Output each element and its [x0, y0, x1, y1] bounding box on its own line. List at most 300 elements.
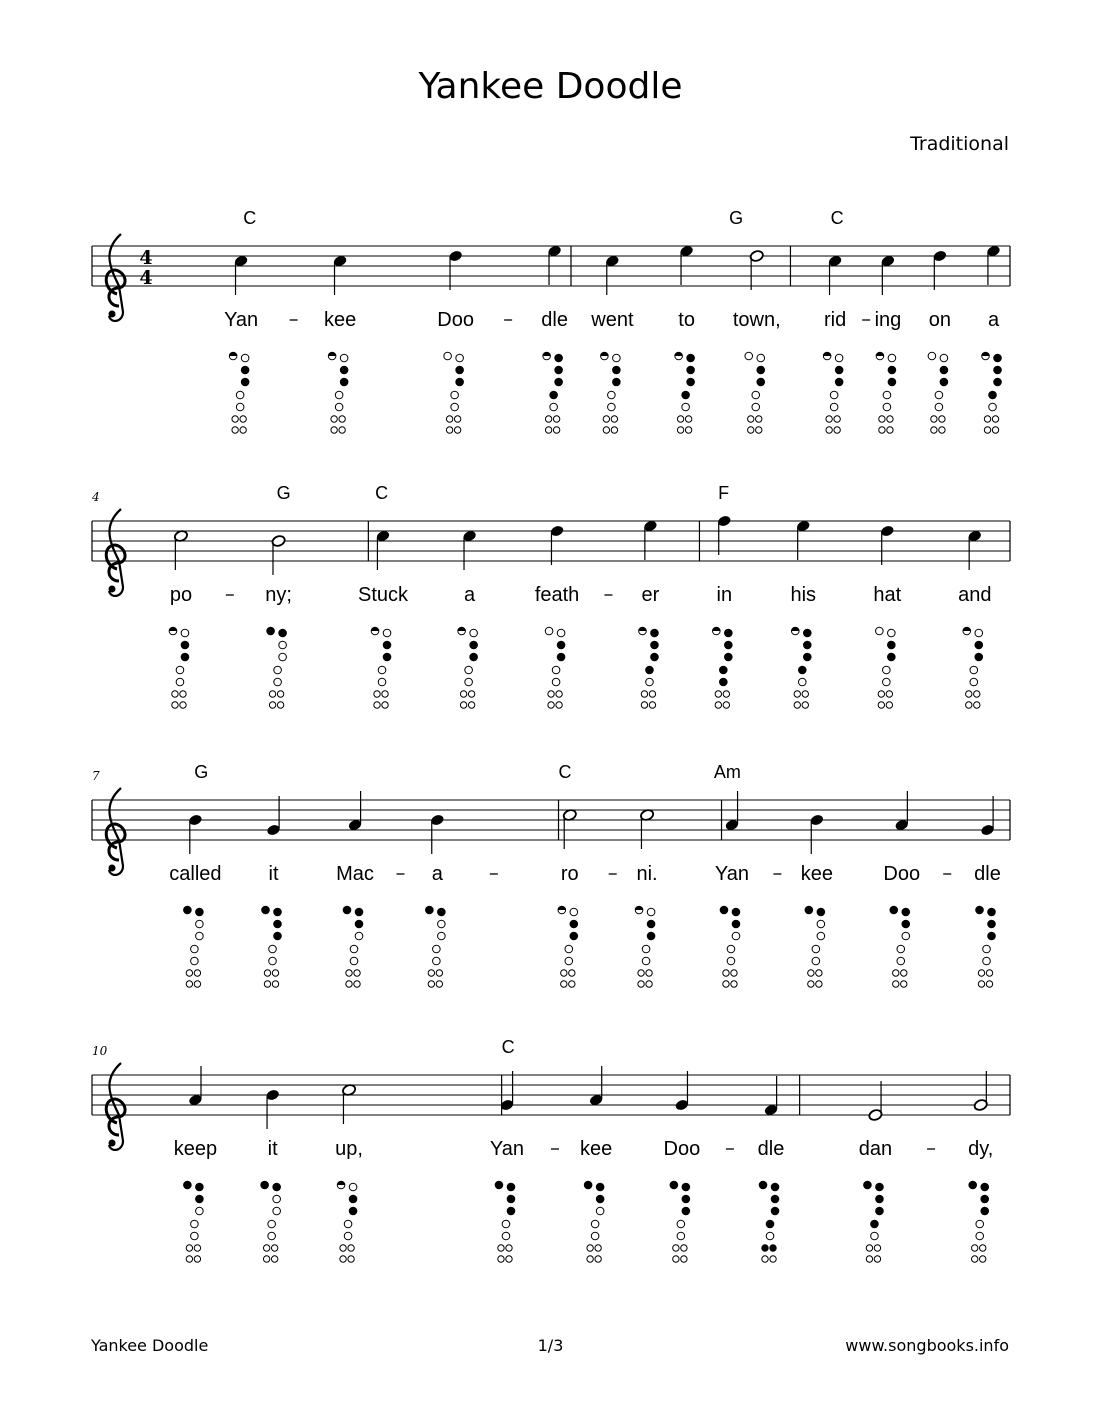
- hole-open: [641, 702, 647, 708]
- hole-open: [194, 981, 200, 987]
- hole-open: [506, 1245, 512, 1251]
- hole-open: [340, 354, 348, 362]
- hole-closed: [555, 378, 563, 386]
- chord-symbol: C: [243, 208, 257, 228]
- hole-open: [186, 970, 192, 976]
- treble-clef-icon: [106, 788, 125, 875]
- note: [967, 529, 982, 570]
- hole-open: [191, 957, 199, 965]
- hole-open: [569, 981, 575, 987]
- lyric-syllable: dy,: [968, 1138, 994, 1160]
- hole-open: [446, 416, 452, 422]
- hole-open: [866, 1256, 872, 1262]
- note: [234, 254, 249, 295]
- lyric-syllable: po: [169, 584, 193, 606]
- hole-closed: [196, 1183, 204, 1191]
- hole-open: [983, 957, 991, 965]
- hole-closed: [720, 666, 728, 674]
- hole-open: [438, 932, 446, 940]
- composer: Traditional: [910, 133, 1009, 155]
- hole-open: [172, 691, 178, 697]
- hole-closed: [596, 1183, 604, 1191]
- note: [266, 796, 281, 837]
- hole-closed: [687, 366, 695, 374]
- hole-open: [279, 641, 287, 649]
- hole-closed: [890, 906, 898, 914]
- hole-open: [354, 981, 360, 987]
- hole-closed: [613, 378, 621, 386]
- hole-open: [879, 427, 885, 433]
- chord-symbol: C: [501, 1037, 515, 1057]
- recorder-fingering-icon: [584, 1181, 604, 1262]
- hole-closed: [181, 653, 189, 661]
- hole-open: [826, 427, 832, 433]
- note: [188, 813, 203, 854]
- hole-closed: [902, 920, 910, 928]
- hole-open: [986, 970, 992, 976]
- hole-open: [268, 1232, 276, 1240]
- note: [430, 813, 445, 854]
- hole-closed: [988, 920, 996, 928]
- hole-open: [433, 945, 441, 953]
- hole-open: [681, 1245, 687, 1251]
- hole-closed: [725, 641, 733, 649]
- hole-open: [176, 666, 184, 674]
- hole-open: [883, 678, 891, 686]
- hole-open: [552, 666, 560, 674]
- hole-open: [348, 1245, 354, 1251]
- note: [880, 524, 895, 565]
- hole-open: [893, 970, 899, 976]
- hole-open: [756, 416, 762, 422]
- hole-open: [271, 1256, 277, 1262]
- hole-open: [816, 981, 822, 987]
- lyric-syllable: town,: [732, 309, 781, 331]
- lyric-syllable: kee: [800, 863, 833, 885]
- hole-open: [935, 403, 943, 411]
- hole-open: [545, 627, 553, 635]
- hole-open: [883, 391, 891, 399]
- hole-closed: [762, 1245, 768, 1251]
- hole-closed: [651, 653, 659, 661]
- hole-closed: [682, 1195, 690, 1203]
- note: [868, 1081, 883, 1122]
- hole-open: [732, 932, 740, 940]
- recorder-fingering-icon: [713, 627, 733, 708]
- hole-open: [335, 403, 343, 411]
- hole-closed: [507, 1183, 515, 1191]
- hole-closed: [864, 1181, 872, 1189]
- hole-closed: [798, 666, 806, 674]
- note: [894, 791, 909, 832]
- hole-open: [901, 981, 907, 987]
- hole-open: [888, 354, 896, 362]
- note: [980, 796, 995, 837]
- hole-open: [647, 908, 655, 916]
- hole-open: [378, 666, 386, 674]
- lyric-syllable: a: [431, 863, 443, 885]
- hole-open: [723, 970, 729, 976]
- hole-open: [748, 427, 754, 433]
- hole-open: [268, 1220, 276, 1228]
- hole-closed: [770, 1245, 776, 1251]
- hole-closed: [355, 908, 363, 916]
- time-signature-bottom: 4: [139, 267, 153, 289]
- hole-open: [762, 1256, 768, 1262]
- hole-open: [677, 1220, 685, 1228]
- recorder-fingering-icon: [876, 352, 896, 433]
- hole-open: [595, 1245, 601, 1251]
- hole-open: [866, 1245, 872, 1251]
- hole-closed: [262, 906, 270, 914]
- hole-open: [587, 1245, 593, 1251]
- hole-open: [642, 945, 650, 953]
- hole-open: [339, 416, 345, 422]
- hole-open: [980, 1256, 986, 1262]
- clef-dot: [109, 311, 116, 318]
- hole-open: [817, 920, 825, 928]
- hole-closed: [651, 641, 659, 649]
- staff-system: [91, 483, 1010, 708]
- hole-closed: [940, 366, 948, 374]
- hole-open: [269, 691, 275, 697]
- hole-open: [591, 1220, 599, 1228]
- lyric-syllable: ing: [874, 309, 902, 331]
- hole-open: [240, 416, 246, 422]
- hole-open: [570, 908, 578, 916]
- hole-open: [263, 1245, 269, 1251]
- hole-open: [611, 427, 617, 433]
- hole-closed: [757, 366, 765, 374]
- hole-open: [727, 945, 735, 953]
- hole-closed: [817, 908, 825, 916]
- hole-open: [498, 1256, 504, 1262]
- hole-open: [565, 957, 573, 965]
- hole-open: [879, 416, 885, 422]
- recorder-fingering-icon: [262, 906, 282, 987]
- lyric-syllable: er: [641, 584, 660, 606]
- hole-open: [194, 1256, 200, 1262]
- hole-closed: [196, 908, 204, 916]
- hole-closed: [470, 641, 478, 649]
- hole-closed: [274, 932, 282, 940]
- chord-symbol: G: [194, 762, 209, 782]
- recorder-fingering-icon: [458, 627, 478, 708]
- lyric-syllable: in: [716, 584, 733, 606]
- hole-closed: [557, 653, 565, 661]
- hole-open: [883, 666, 891, 674]
- lyric-syllable: dle: [757, 1138, 785, 1160]
- clef-stem: [109, 1063, 123, 1150]
- hole-closed: [507, 1207, 515, 1215]
- hole-open: [460, 702, 466, 708]
- recorder-fingering-icon: [261, 1181, 281, 1262]
- hole-open: [191, 1220, 199, 1228]
- hole-closed: [570, 920, 578, 928]
- lyric-syllable: up,: [335, 1138, 363, 1160]
- hole-open: [346, 970, 352, 976]
- recorder-fingering-icon: [969, 1181, 989, 1262]
- hole-open: [180, 702, 186, 708]
- lyric-syllable: keep: [173, 1138, 218, 1160]
- hole-open: [191, 945, 199, 953]
- note: [271, 534, 286, 575]
- hole-open: [992, 416, 998, 422]
- hole-open: [277, 702, 283, 708]
- hole-open: [498, 1245, 504, 1251]
- recorder-fingering-icon: [670, 1181, 690, 1262]
- hole-open: [976, 1220, 984, 1228]
- hole-open: [350, 957, 358, 965]
- hole-open: [374, 691, 380, 697]
- note: [375, 529, 390, 570]
- recorder-fingering-icon: [635, 906, 655, 987]
- note: [448, 249, 463, 290]
- lyric-syllable: and: [958, 584, 992, 606]
- hole-open: [194, 1245, 200, 1251]
- hole-open: [970, 678, 978, 686]
- hole-open: [349, 1183, 357, 1191]
- chord-symbol: C: [830, 208, 844, 228]
- hole-closed: [456, 366, 464, 374]
- lyric-syllable: a: [987, 309, 1000, 331]
- hole-closed: [184, 906, 192, 914]
- hole-open: [901, 970, 907, 976]
- hole-open: [196, 1207, 204, 1215]
- hole-open: [975, 629, 983, 637]
- hole-open: [263, 1256, 269, 1262]
- hole-closed: [682, 391, 690, 399]
- hole-closed: [725, 629, 733, 637]
- note: [188, 1066, 203, 1107]
- hole-open: [374, 702, 380, 708]
- hole-closed: [383, 653, 391, 661]
- hole-open: [830, 391, 838, 399]
- hole-open: [545, 427, 551, 433]
- hole-closed: [732, 920, 740, 928]
- hole-open: [642, 957, 650, 965]
- hole-open: [264, 981, 270, 987]
- lyric-syllable: it: [267, 1138, 278, 1160]
- hole-open: [886, 691, 892, 697]
- hole-open: [893, 981, 899, 987]
- hole-open: [556, 691, 562, 697]
- hole-open: [444, 352, 452, 360]
- recorder-fingering-icon: [558, 906, 578, 987]
- hole-closed: [456, 378, 464, 386]
- hole-open: [752, 391, 760, 399]
- hole-open: [673, 1256, 679, 1262]
- hole-open: [972, 1256, 978, 1262]
- hole-open: [468, 691, 474, 697]
- lyric-syllable: on: [928, 309, 952, 331]
- lyric-syllable: kee: [324, 309, 357, 331]
- footer-website[interactable]: www.songbooks.info: [845, 1336, 1009, 1355]
- hole-open: [561, 970, 567, 976]
- lyric-syllable: dle: [974, 863, 1001, 885]
- hole-closed: [759, 1181, 767, 1189]
- hole-open: [269, 957, 277, 965]
- recorder-fingering-icon: [890, 906, 910, 987]
- hole-open: [874, 1256, 880, 1262]
- lyric-syllable: Yan: [714, 863, 750, 885]
- song-title: Yankee Doodle: [418, 66, 683, 107]
- chord-symbol: G: [729, 208, 744, 228]
- hole-open: [346, 981, 352, 987]
- hole-closed: [989, 391, 997, 399]
- hole-closed: [888, 653, 896, 661]
- hole-open: [826, 416, 832, 422]
- hole-open: [545, 416, 551, 422]
- hole-closed: [725, 653, 733, 661]
- hole-open: [344, 1232, 352, 1240]
- hole-open: [272, 970, 278, 976]
- hole-open: [887, 427, 893, 433]
- note: [828, 254, 843, 295]
- hole-open: [550, 403, 558, 411]
- hole-open: [561, 981, 567, 987]
- hole-open: [986, 981, 992, 987]
- lyric-syllable: his: [790, 584, 817, 606]
- hole-open: [470, 629, 478, 637]
- hole-closed: [835, 366, 843, 374]
- hole-closed: [876, 1207, 884, 1215]
- treble-clef-icon: [106, 509, 125, 596]
- hole-open: [766, 1232, 774, 1240]
- hole-open: [557, 629, 565, 637]
- hole-closed: [670, 1181, 678, 1189]
- hole-open: [556, 702, 562, 708]
- hole-open: [989, 403, 997, 411]
- recorder-fingering-icon: [444, 352, 464, 433]
- hole-open: [752, 403, 760, 411]
- hole-open: [876, 627, 884, 635]
- hole-open: [591, 1232, 599, 1240]
- note: [341, 1083, 356, 1124]
- recorder-fingering-icon: [976, 906, 996, 987]
- recorder-fingering-icon: [759, 1181, 779, 1262]
- hole-open: [451, 391, 459, 399]
- hole-open: [277, 691, 283, 697]
- hole-open: [340, 1256, 346, 1262]
- hole-open: [240, 427, 246, 433]
- recorder-fingering-icon: [639, 627, 659, 708]
- hole-closed: [988, 932, 996, 940]
- hole-closed: [835, 378, 843, 386]
- lyric-syllable: Yan: [489, 1138, 525, 1160]
- time-signature-top: 4: [139, 247, 153, 269]
- hole-open: [816, 970, 822, 976]
- hole-open: [794, 702, 800, 708]
- staff-system: [92, 1037, 1010, 1262]
- hole-closed: [888, 366, 896, 374]
- hole-open: [834, 427, 840, 433]
- recorder-fingering-icon: [791, 627, 811, 708]
- hole-closed: [902, 908, 910, 916]
- recorder-fingering-icon: [328, 352, 348, 433]
- hole-closed: [940, 378, 948, 386]
- hole-closed: [184, 1181, 192, 1189]
- hole-open: [232, 427, 238, 433]
- note: [679, 244, 694, 285]
- hole-closed: [438, 908, 446, 916]
- recorder-fingering-icon: [184, 906, 204, 987]
- recorder-fingering-icon: [982, 352, 1002, 433]
- hole-open: [682, 403, 690, 411]
- note: [547, 244, 562, 285]
- note: [809, 813, 824, 854]
- hole-open: [886, 702, 892, 708]
- hole-closed: [274, 908, 282, 916]
- note: [973, 1071, 988, 1112]
- hole-closed: [771, 1183, 779, 1191]
- hole-open: [983, 945, 991, 953]
- hole-open: [939, 416, 945, 422]
- recorder-fingering-icon: [267, 627, 287, 708]
- recorder-fingering-icon: [337, 1181, 357, 1262]
- lyric-syllable: ro: [560, 863, 579, 885]
- note: [932, 249, 947, 290]
- hole-closed: [687, 378, 695, 386]
- hole-closed: [274, 920, 282, 928]
- hole-open: [974, 691, 980, 697]
- hole-open: [681, 1256, 687, 1262]
- hole-open: [677, 416, 683, 422]
- hole-open: [355, 932, 363, 940]
- hole-open: [641, 691, 647, 697]
- hole-open: [553, 416, 559, 422]
- clef-stem: [109, 788, 123, 875]
- hole-open: [344, 1220, 352, 1228]
- hole-open: [273, 1195, 281, 1203]
- footer-title: Yankee Doodle: [91, 1336, 209, 1355]
- hole-open: [465, 666, 473, 674]
- hole-open: [279, 653, 287, 661]
- recorder-fingering-icon: [545, 627, 565, 708]
- note: [333, 254, 348, 295]
- hole-open: [685, 416, 691, 422]
- chord-symbol: F: [718, 483, 730, 503]
- hole-closed: [888, 641, 896, 649]
- chord-symbol: Am: [713, 762, 741, 782]
- hole-open: [723, 981, 729, 987]
- treble-clef-icon: [106, 234, 125, 321]
- hole-closed: [550, 391, 558, 399]
- recorder-fingering-icon: [876, 627, 896, 708]
- note: [347, 791, 362, 832]
- hole-closed: [196, 1195, 204, 1203]
- staff-system: [92, 762, 1010, 987]
- hole-closed: [975, 641, 983, 649]
- hole-open: [274, 666, 282, 674]
- hole-open: [438, 920, 446, 928]
- hole-open: [565, 945, 573, 953]
- hole-open: [897, 957, 905, 965]
- recorder-fingering-icon: [169, 627, 189, 708]
- hole-open: [830, 403, 838, 411]
- hole-closed: [613, 366, 621, 374]
- hole-open: [603, 416, 609, 422]
- hole-open: [677, 427, 683, 433]
- hole-closed: [687, 354, 695, 362]
- hole-open: [587, 1256, 593, 1262]
- hole-open: [428, 970, 434, 976]
- hole-open: [186, 1245, 192, 1251]
- hole-open: [350, 945, 358, 953]
- hole-open: [186, 981, 192, 987]
- note: [550, 524, 565, 565]
- clef-dot: [109, 1140, 116, 1147]
